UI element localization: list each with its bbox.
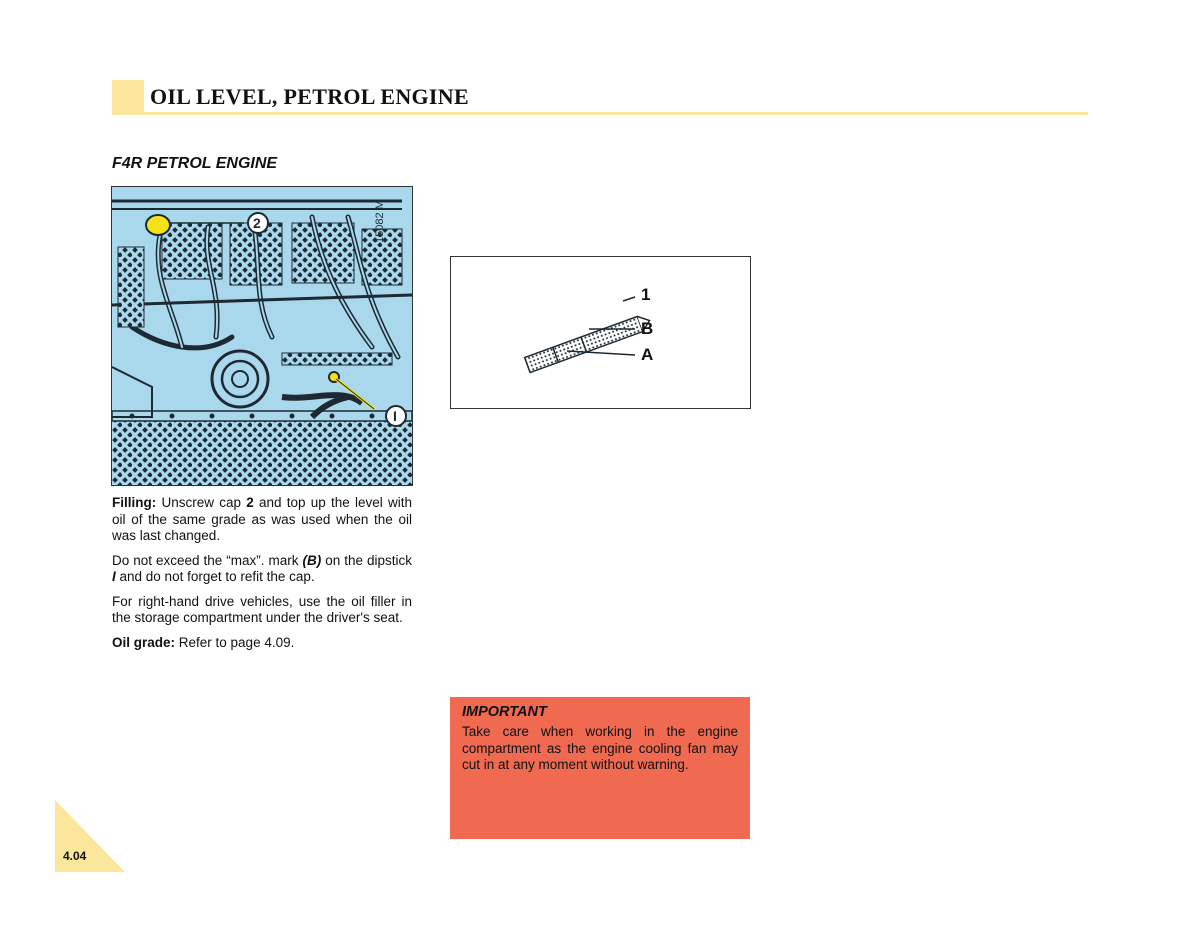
important-title: IMPORTANT [462,704,547,720]
oil-grade-label: Oil grade: [112,634,176,650]
section-heading: F4R PETROL ENGINE [112,155,278,172]
oil-grade-paragraph [112,635,412,652]
exceed-text-2: on the dipstick [321,552,412,568]
filling-text-1: Unscrew cap [156,495,247,510]
filling-text-2: and top up the level with oil of the same grade as was used when the oil was last changed. [112,495,412,543]
header-rule [112,112,1088,115]
important-text: Take care when working in the engine compartment as the engine cooling fan may cut in at any moment without warning. [462,724,738,772]
oil-grade-text: Refer to page 4.09. [175,634,295,650]
header-accent-tab [112,80,144,114]
filling-paragraph [112,495,412,545]
page-title: OIL LEVEL, PETROL ENGINE [150,84,469,109]
dipstick-detail-illustration [450,256,751,409]
filling-label: Filling: [112,495,157,510]
exceed-text-1: Do not exceed the “max”. mark [112,552,303,568]
filling-cap-number: 2 [246,495,254,510]
page-number: 4.04 [63,849,87,863]
dipstick-label-b: B [641,319,654,338]
dipstick-label-1: 1 [641,285,651,304]
dipstick-label-a: A [641,345,654,364]
exceed-mark: (B) [302,552,322,568]
instructions-text [112,495,412,659]
rhd-paragraph: For right-hand drive vehicles, use the oil filler in the storage compartment under the driver's seat. [112,593,412,625]
exceed-paragraph [112,553,412,586]
exceed-text-3: and do not forget to refit the cap. [115,569,315,584]
callout-cap-label: 2 [253,215,261,231]
important-warning-box [450,697,750,839]
engine-bay-illustration [111,186,413,486]
exceed-dipstick: I [112,569,116,584]
callout-dipstick-label: I [393,408,397,424]
figure-ref-code: 15082 M [374,200,386,243]
